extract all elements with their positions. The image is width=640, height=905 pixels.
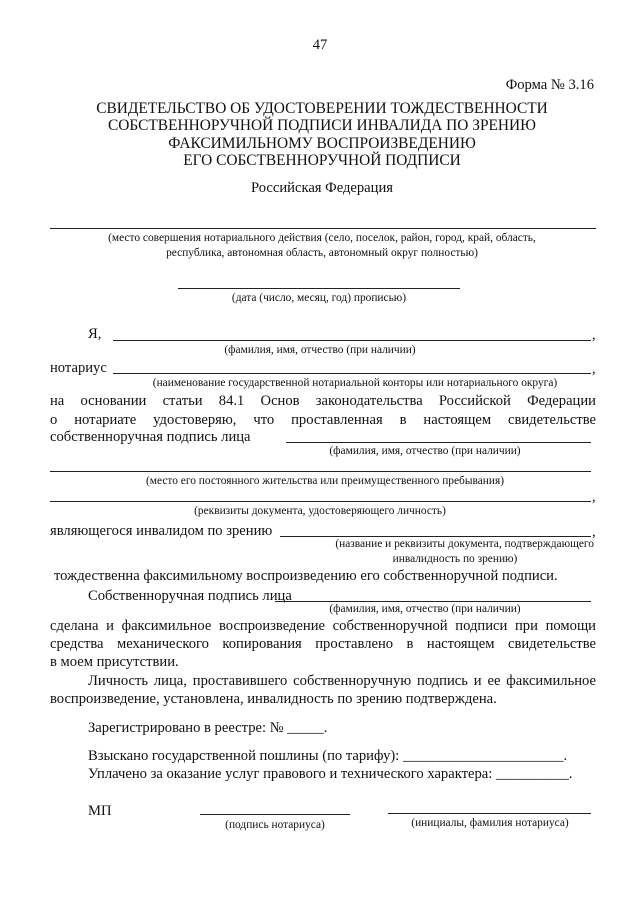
caption-residence: (место его постоянного жительства или преимущественного пребывания) (146, 475, 504, 487)
identity-line-2: воспроизведение, установлена, инвалидность по зрению подтверждена. (50, 691, 497, 707)
caption-fio-notary: (фамилия, имя, отчество (при наличии) (224, 344, 416, 356)
id-doc-line (50, 501, 591, 502)
title-line-4: ЕГО СОБСТВЕННОРУЧНОЙ ПОДПИСИ (183, 152, 461, 169)
notary-signature-line (200, 814, 350, 815)
paid-line: Уплачено за оказание услуг правового и технического характера: __________. (88, 766, 573, 782)
office-line (113, 373, 591, 374)
caption-office: (наименование государственной нотариальной конторы или нотариального округа) (152, 377, 558, 389)
identity-line-1: Личность лица, проставившего собственноручную подпись и ее факсимильное (88, 673, 596, 689)
identical-text: тождественна факсимильному воспроизведению его собственноручной подписи. (54, 568, 558, 584)
date-line (178, 288, 460, 289)
registry-line: Зарегистрировано в реестре: № _____. (88, 720, 328, 736)
title-line-1: СВИДЕТЕЛЬСТВО ОБ УДОСТОВЕРЕНИИ ТОЖДЕСТВЕННОСТИ (96, 100, 548, 117)
title-line-2: СОБСТВЕННОРУЧНОЙ ПОДПИСИ ИНВАЛИДА ПО ЗРЕНИЮ (108, 117, 536, 134)
caption-notary-signature: (подпись нотариуса) (225, 819, 325, 831)
made-line-3: в моем присутствии. (50, 654, 179, 670)
caption-disability-1: (название и реквизиты документа, подтверждающего (335, 538, 594, 550)
caption-fio-person: (фамилия, имя, отчество (при наличии) (329, 445, 521, 457)
made-line-1: сделана и факсимильное воспроизведение собственноручной подписи при помощи (50, 618, 596, 634)
own-signature-label: Собственноручная подпись лица (88, 588, 292, 604)
signature-of-label: собственноручная подпись лица (50, 429, 251, 445)
residence-line (50, 471, 591, 472)
notary-name-line (113, 340, 591, 341)
seal-label: МП (88, 803, 112, 819)
caption-fio-person-2: (фамилия, имя, отчество (при наличии) (329, 603, 521, 615)
notary-label: нотариус (50, 360, 107, 376)
person-name-line-2 (275, 601, 591, 602)
country: Российская Федерация (251, 180, 393, 196)
basis-line-2: о нотариате удостоверяю, что проставленная в настоящем свидетельстве (50, 412, 596, 428)
made-line-2: средства механического копирования проставлено в настоящем свидетельстве (50, 636, 596, 652)
form-number: Форма № 3.16 (505, 77, 594, 93)
title-line-3: ФАКСИМИЛЬНОМУ ВОСПРОИЗВЕДЕНИЮ (168, 135, 476, 152)
ya-label: Я, (88, 326, 102, 342)
disability-doc-line (280, 536, 591, 537)
person-name-line (286, 442, 591, 443)
page-number: 47 (312, 37, 328, 53)
caption-id-doc: (реквизиты документа, удостоверяющего личность) (194, 505, 446, 517)
caption-place-2: республика, автономная область, автономный округ полностью) (166, 247, 478, 259)
place-line (50, 228, 596, 229)
notary-initials-line (388, 813, 591, 814)
basis-line-1: на основании статьи 84.1 Основ законодательства Российской Федерации (50, 393, 596, 409)
duty-line: Взыскано государственной пошлины (по тарифу): ______________________. (88, 748, 568, 764)
caption-notary-initials: (инициалы, фамилия нотариуса) (411, 817, 569, 829)
caption-disability-2: инвалидность по зрению) (392, 553, 518, 565)
caption-place-1: (место совершения нотариального действия (село, поселок, район, город, край, область, (108, 232, 536, 244)
caption-date: (дата (число, месяц, год) прописью) (231, 292, 407, 304)
disabled-label: являющегося инвалидом по зрению (50, 523, 273, 539)
